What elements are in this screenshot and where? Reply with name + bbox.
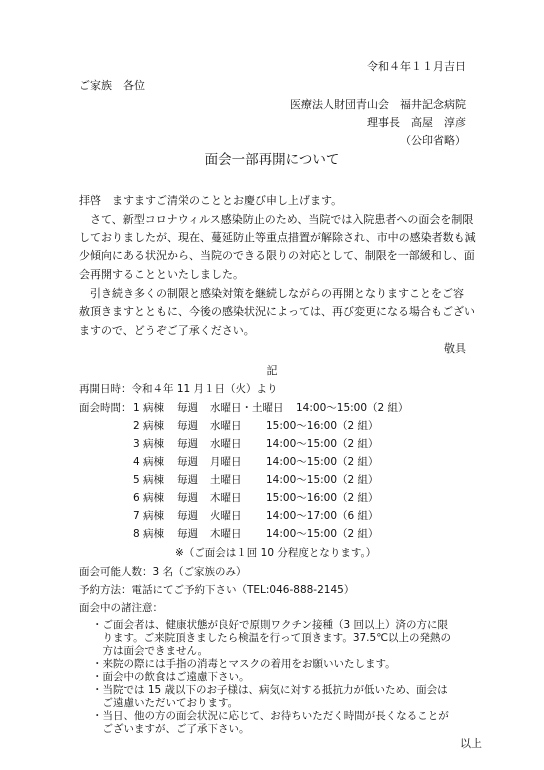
note-line: ございますが、ご了承下さい。 <box>92 723 250 735</box>
greeting: 拝啓 ますますご清栄のこととお慶び申し上げます。 <box>79 194 343 207</box>
schedule-time: 15:00～16:00（2 組） <box>266 420 379 432</box>
letter-date: 令和４年１１月吉日 <box>367 60 466 73</box>
schedule-note: ※（ご面会は１回 10 分程度となります。） <box>175 547 377 559</box>
schedule-week: 毎週 <box>177 510 198 522</box>
schedule-day: 水曜日 <box>210 438 242 450</box>
schedule-ward: 8 病棟 <box>133 528 165 540</box>
note-line: 方は面会できません。 <box>92 645 209 657</box>
seal-omitted-note: （公印省略） <box>400 134 466 147</box>
schedule-week: 毎週 <box>177 402 198 414</box>
schedule-ward: 5 病棟 <box>133 474 165 486</box>
reopen-date: 再開日時：令和４年 11 月１日（火）より <box>79 383 278 395</box>
body-line: さて、新型コロナウィルス感染防止のため、当院では入院患者への面会を制限 <box>79 213 474 226</box>
body-line: 会再開することといたしました。 <box>79 268 244 281</box>
schedule-day: 土曜日 <box>210 474 242 486</box>
schedule-ward: 2 病棟 <box>133 420 165 432</box>
note-line: ・当院では 15 歳以下のお子様は、病気に対する抵抗力が低いため、面会は <box>92 684 448 696</box>
schedule-day: 月曜日 <box>210 456 242 468</box>
ki-heading: 記 <box>266 364 278 377</box>
notes-heading: 面会中の諸注意： <box>79 602 163 614</box>
addressee: ご家族 各位 <box>79 79 145 92</box>
schedule-week: 毎週 <box>177 420 198 432</box>
schedule-ward: 3 病棟 <box>133 438 165 450</box>
body-line: 引き続き多くの制限と感染対策を継続しながらの再開となりますことをご容 <box>79 287 464 300</box>
schedule-week: 毎週 <box>177 438 198 450</box>
schedule-time: 15:00～16:00（2 組） <box>266 492 379 504</box>
schedule-time: 14:00～15:00（2 組） <box>266 438 379 450</box>
visitor-capacity: 面会可能人数：3 名（ご家族のみ） <box>79 566 247 578</box>
body-line: 少傾向にある状況から、当院のできる限りの対応として、制限を一部緩和し、面 <box>79 249 475 262</box>
note-line: ご遠慮いただいております。 <box>92 697 239 709</box>
sender-director: 理事長 高屋 淳彦 <box>367 116 466 129</box>
schedule-week: 毎週 <box>177 492 198 504</box>
note-line: ・来院の際には手指の消毒とマスクの着用をお願いいたします。 <box>92 658 396 670</box>
schedule-time: 14:00～15:00（2 組） <box>266 528 379 540</box>
schedule-day: 木曜日 <box>210 528 242 540</box>
schedule-day: 水曜日 <box>210 420 242 432</box>
schedule-time: 14:00～15:00（2 組） <box>266 474 379 486</box>
schedule-ward: 6 病棟 <box>133 492 165 504</box>
closing-keigu: 敬具 <box>444 342 466 355</box>
schedule-week: 毎週 <box>177 474 198 486</box>
schedule-time: 14:00～15:00（2 組） <box>266 456 379 468</box>
visit-time-label: 面会時間： <box>79 402 132 414</box>
schedule-week: 毎週 <box>177 528 198 540</box>
schedule-time: 14:00～17:00（6 組） <box>266 510 379 522</box>
sender-org: 医療法人財団青山会 福井記念病院 <box>290 98 466 111</box>
body-line: 赦頂きますとともに、今後の感染状況によっては、再び変更になる場合もござい <box>79 305 475 318</box>
note-line: ・当日、他の方の面会状況に応じて、お待ちいただく時間が長くなることが <box>92 710 449 722</box>
schedule-ward: 7 病棟 <box>133 510 165 522</box>
note-line: ・ご面会者は、健康状態が良好で原則ワクチン接種（3 回以上）済の方に限 <box>92 619 448 631</box>
schedule-ward: 4 病棟 <box>133 456 165 468</box>
schedule-day: 火曜日 <box>210 510 242 522</box>
schedule-time: 14:00～15:00（2 組） <box>296 402 409 414</box>
end-ijou: 以上 <box>460 737 482 750</box>
body-line: しておりましたが、現在、蔓延防止等重点措置が解除され、市中の感染者数も減 <box>79 231 476 244</box>
body-line: ますので、どうぞご了承ください。 <box>79 324 255 337</box>
note-line: ・面会中の飲食はご遠慮下さい。 <box>92 671 250 683</box>
schedule-day: 水曜日・土曜日 <box>210 402 284 414</box>
note-line: ります。ご来院頂きましたら検温を行って頂きます。37.5℃以上の発熱の <box>92 632 451 644</box>
schedule-day: 木曜日 <box>210 492 242 504</box>
schedule-ward: 1 病棟 <box>133 402 165 414</box>
schedule-week: 毎週 <box>177 456 198 468</box>
page-title: 面会一部再開について <box>204 152 340 168</box>
reservation-method: 予約方法：電話にてご予約下さい（TEL:046-888-2145） <box>79 584 355 596</box>
